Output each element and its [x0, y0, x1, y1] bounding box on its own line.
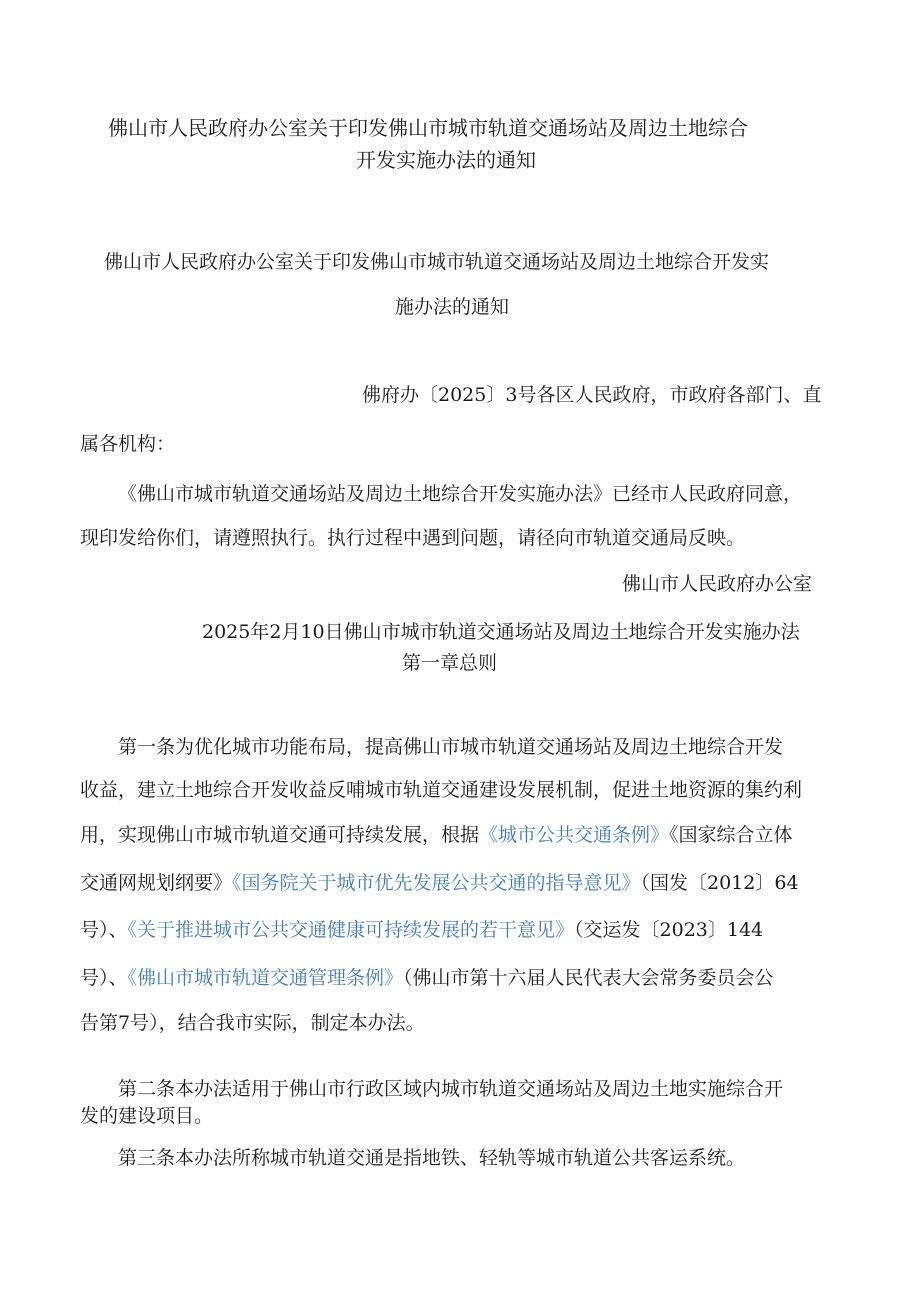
- article1-line-7: 告第7号），结合我市实际，制定本办法。: [80, 1012, 425, 1034]
- article1-line-4-text: 交通网规划纲要》: [80, 872, 233, 894]
- issuer-name: 佛山市人民政府办公室: [622, 573, 813, 595]
- doc-number-line-1: 佛府办〔2025〕3号各区人民政府，市政府各部门、直: [362, 384, 822, 406]
- article1-line-1: 第一条为优化城市功能布局，提高佛山市城市轨道交通场站及周边土地综合开发: [118, 736, 784, 758]
- article1-line-3-text-after: 《国家综合立体: [669, 824, 793, 846]
- article1-line-5-text: 号）、: [80, 919, 128, 941]
- chapter-heading: 第一章总则: [402, 652, 498, 674]
- link-urban-public-transport-regulations[interactable]: 《城市公共交通条例》: [479, 824, 670, 846]
- link-state-council-guidance[interactable]: 《国务院关于城市优先发展公共交通的指导意见》: [232, 872, 641, 894]
- article1-line-3: [80, 823, 793, 847]
- article1-line-4-text-after: （国发〔2012〕64: [640, 872, 799, 894]
- date-and-measure-title: 2025年2月10日佛山市城市轨道交通场站及周边土地综合开发实施办法: [202, 621, 800, 643]
- article2-line-1: 第二条本办法适用于佛山市行政区域内城市轨道交通场站及周边土地实施综合开: [118, 1078, 784, 1100]
- subtitle-line-2: 施办法的通知: [395, 296, 510, 318]
- link-public-transport-sustainability-opinions[interactable]: 《关于推进城市公共交通健康可持续发展的若干意见》: [127, 919, 575, 941]
- article2-line-2: 发的建设项目。: [80, 1105, 214, 1127]
- title-line-2: 开发实施办法的通知: [356, 148, 536, 172]
- intro-line-1: 《佛山市城市轨道交通场站及周边土地综合开发实施办法》已经市人民政府同意，: [118, 483, 803, 505]
- intro-line-2: 现印发给你们，请遵照执行。执行过程中遇到问题，请径向市轨道交通局反映。: [80, 527, 746, 549]
- link-foshan-rail-transit-regulations[interactable]: 《佛山市城市轨道交通管理条例》: [127, 967, 404, 989]
- article1-line-6-text: 号）、: [80, 967, 128, 989]
- article3-line-1: 第三条本办法所称城市轨道交通是指地铁、轻轨等城市轨道公共客运系统。: [118, 1147, 746, 1169]
- article1-line-3-text: 用，实现佛山市城市轨道交通可持续发展，根据: [80, 824, 480, 846]
- article1-line-6-text-after: （佛山市第十六届人民代表大会常务委员会公: [403, 967, 774, 989]
- article1-line-5-text-after: （交运发〔2023〕144: [574, 919, 764, 941]
- article1-line-5: [80, 918, 763, 942]
- article1-line-6: [80, 966, 774, 990]
- subtitle-line-1: 佛山市人民政府办公室关于印发佛山市城市轨道交通场站及周边土地综合开发实: [104, 251, 770, 273]
- title-line-1: 佛山市人民政府办公室关于印发佛山市城市轨道交通场站及周边土地综合: [108, 116, 748, 140]
- article1-line-4: [80, 871, 799, 895]
- article1-line-2: 收益，建立土地综合开发收益反哺城市轨道交通建设发展机制，促进土地资源的集约利: [80, 779, 803, 801]
- doc-number-line-2: 属各机构：: [80, 433, 176, 455]
